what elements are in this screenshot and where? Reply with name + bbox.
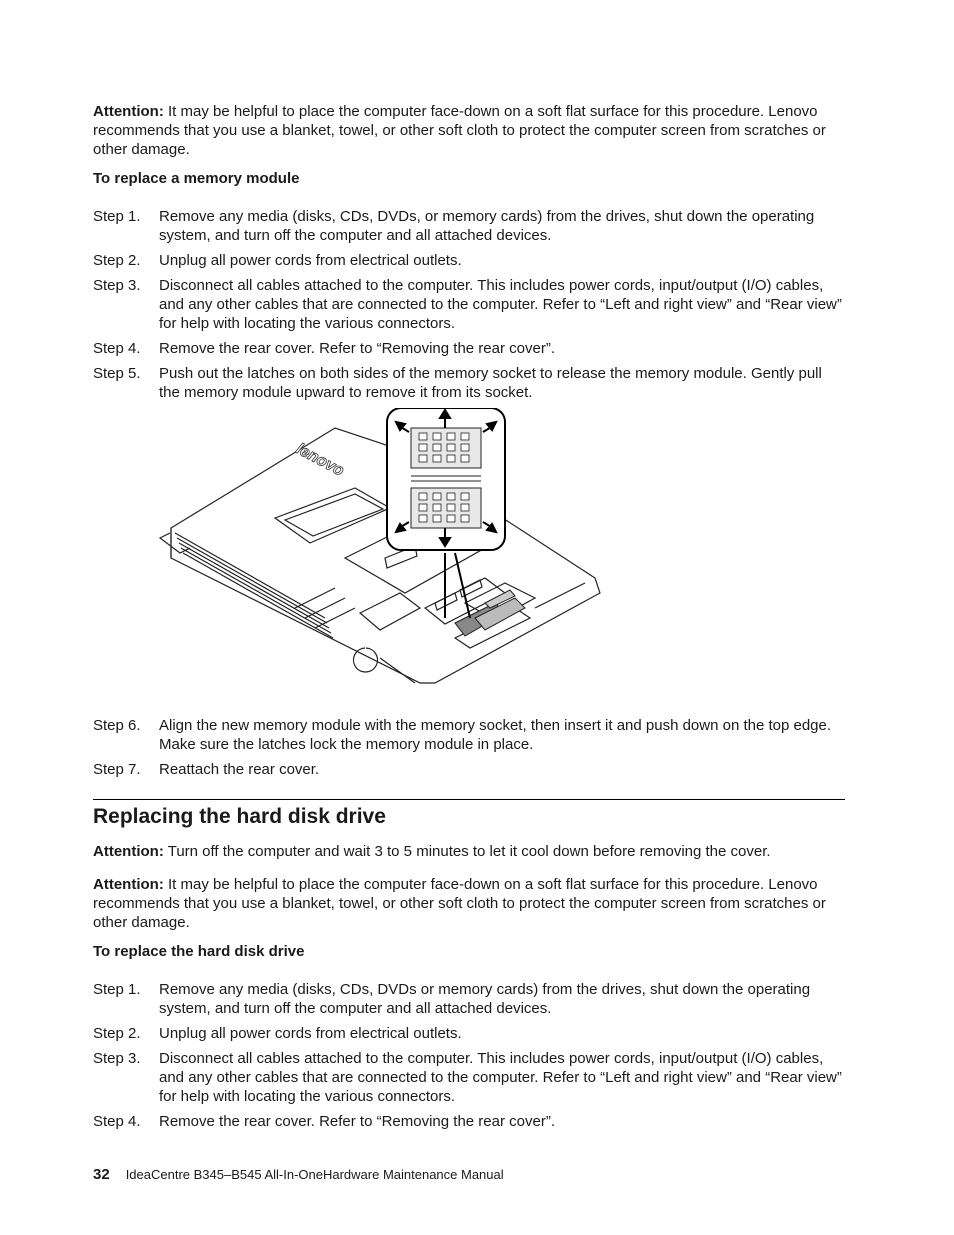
step-number: Step 6.: [93, 717, 141, 734]
attention-label: Attention:: [93, 103, 164, 120]
steps-list-b: [93, 716, 845, 779]
document-page: [93, 102, 845, 1137]
procedure-title: To replace the hard disk drive: [93, 943, 305, 960]
attention-note: [93, 102, 845, 159]
section-divider: [93, 799, 845, 800]
step-number: Step 3.: [93, 1050, 141, 1067]
attention-text: It may be helpful to place the computer face-down on a soft flat surface for this procedure. Lenovo recommends that you use a blanket, towel, or other soft cloth to protect the computer screen from scratches or other damage.: [93, 103, 826, 158]
callout-detail: [387, 408, 505, 550]
step-text: Reattach the rear cover.: [159, 761, 320, 778]
step-item: [93, 716, 845, 754]
page-number: 32: [93, 1166, 110, 1183]
step-number: Step 4.: [93, 340, 141, 357]
step-item: [93, 364, 845, 402]
manual-title: IdeaCentre B345–B545 All-In-OneHardware Maintenance Manual: [125, 1167, 504, 1182]
attention-text: Turn off the computer and wait 3 to 5 minutes to let it cool down before removing the cover.: [167, 843, 771, 860]
step-item: [93, 207, 845, 245]
memory-removal-illustration: [155, 408, 675, 698]
step-item: [93, 1112, 845, 1131]
step-text: Remove the rear cover. Refer to “Removing the rear cover”.: [159, 340, 555, 357]
procedure-title: To replace a memory module: [93, 170, 300, 187]
step-item: [93, 276, 845, 333]
attention-note: [93, 875, 845, 932]
step-number: Step 1.: [93, 981, 141, 998]
attention-text: It may be helpful to place the computer face-down on a soft flat surface for this procedure. Lenovo recommends that you use a blanket, towel, or other soft cloth to protect the computer screen from scratches or other damage.: [93, 876, 826, 931]
attention-label: Attention:: [93, 843, 164, 860]
step-text: Unplug all power cords from electrical outlets.: [159, 252, 462, 269]
step-item: [93, 1024, 845, 1043]
lenovo-logo: lenovo: [293, 440, 347, 480]
step-number: Step 7.: [93, 761, 141, 778]
step-number: Step 5.: [93, 365, 141, 382]
step-item: [93, 339, 845, 358]
step-number: Step 2.: [93, 1025, 141, 1042]
page-footer: [93, 1166, 504, 1183]
step-text: Disconnect all cables attached to the computer. This includes power cords, input/output (I/O) cables, and any other cables that are connected to the computer. Refer to “Left and right view” and “Rear view” for help with locating the various connectors.: [159, 1050, 842, 1105]
step-number: Step 3.: [93, 277, 141, 294]
memory-module-figure: [93, 408, 845, 708]
step-text: Remove the rear cover. Refer to “Removing the rear cover”.: [159, 1113, 555, 1130]
step-number: Step 4.: [93, 1113, 141, 1130]
step-item: [93, 251, 845, 270]
attention-note: [93, 842, 845, 861]
steps-list-a: [93, 207, 845, 402]
step-text: Align the new memory module with the memory socket, then insert it and push down on the top edge. Make sure the latches lock the memory module in place.: [159, 717, 832, 753]
step-text: Remove any media (disks, CDs, DVDs or memory cards) from the drives, shut down the operating system, and turn off the computer and all attached devices.: [159, 981, 811, 1017]
step-text: Unplug all power cords from electrical outlets.: [159, 1025, 462, 1042]
section-heading: Replacing the hard disk drive: [93, 805, 386, 828]
step-item: [93, 980, 845, 1018]
step-text: Remove any media (disks, CDs, DVDs, or memory cards) from the drives, shut down the operating system, and turn off the computer and all attached devices.: [159, 208, 815, 244]
step-item: [93, 760, 845, 779]
step-text: Push out the latches on both sides of the memory socket to release the memory module. Gently pull the memory module upward to remove it from its socket.: [159, 365, 822, 401]
step-text: Disconnect all cables attached to the computer. This includes power cords, input/output (I/O) cables, and any other cables that are connected to the computer. Refer to “Left and right view” and “Rear view” for help with locating the various connectors.: [159, 277, 842, 332]
step-number: Step 1.: [93, 208, 141, 225]
attention-label: Attention:: [93, 876, 164, 893]
step-number: Step 2.: [93, 252, 141, 269]
steps-list-c: [93, 980, 845, 1131]
step-item: [93, 1049, 845, 1106]
